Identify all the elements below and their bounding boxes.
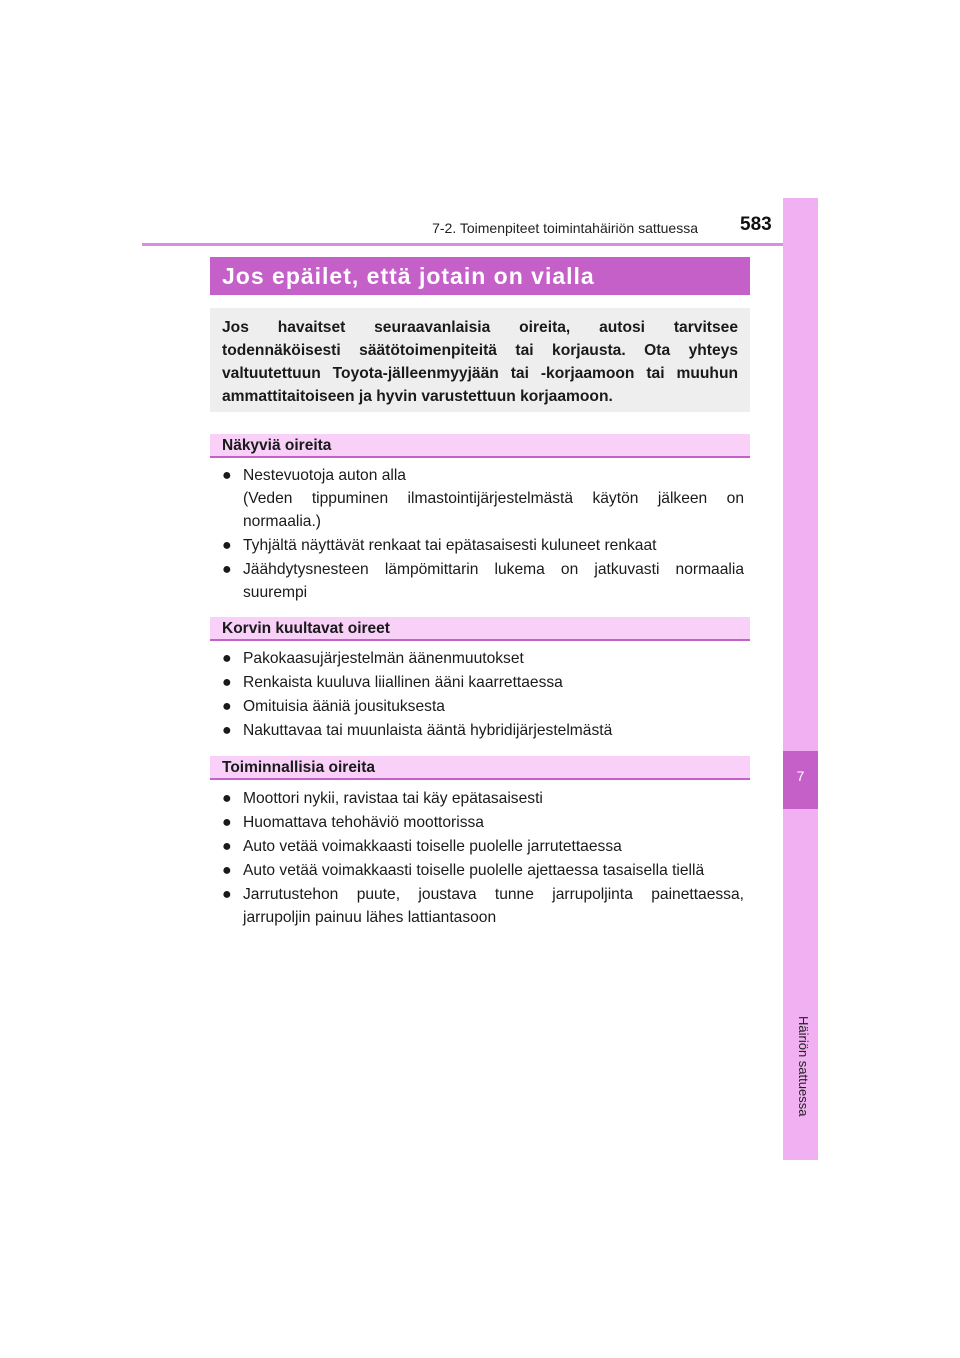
bullet-icon: ●: [222, 838, 232, 855]
bullet-icon: ●: [222, 862, 232, 879]
bullet-icon: ●: [222, 814, 232, 831]
bullet-icon: ●: [222, 537, 232, 554]
section-heading-functional: Toiminnallisia oireita: [210, 756, 750, 780]
chapter-number: 7: [783, 751, 818, 809]
section-heading-audible: Korvin kuultavat oireet: [210, 617, 750, 641]
list-item: ● Tyhjältä näyttävät renkaat tai epätasaisesti kuluneet renkaat: [222, 534, 744, 557]
bullet-icon: ●: [222, 886, 232, 903]
list-item: ● Jäähdytysnesteen lämpömittarin lukema on jatkuvasti normaalia suurempi: [222, 558, 744, 604]
list-audible-symptoms: [222, 647, 744, 743]
bullet-icon: ●: [222, 790, 232, 807]
list-item: ● Moottori nykii, ravistaa tai käy epätasaisesti: [222, 787, 744, 810]
bullet-icon: ●: [222, 698, 232, 715]
page-title: Jos epäilet, että jotain on vialla: [210, 257, 750, 295]
list-item: ● Auto vetää voimakkaasti toiselle puolelle ajettaessa tasaisella tiellä: [222, 859, 744, 882]
bullet-icon: ●: [222, 561, 232, 578]
chapter-side-tab: [783, 198, 818, 1160]
bullet-icon: ●: [222, 722, 232, 739]
section-heading-visible: Näkyviä oireita: [210, 434, 750, 458]
list-item: ● Nakuttavaa tai muunlaista ääntä hybridijärjestelmästä: [222, 719, 744, 742]
list-item: ● Omituisia ääniä jousituksesta: [222, 695, 744, 718]
list-item: ● Huomattava tehohäviö moottorissa: [222, 811, 744, 834]
list-functional-symptoms: [222, 787, 744, 930]
list-item: ● Nestevuotoja auton alla (Veden tippuminen ilmastointijärjestelmästä käytön jälkeen on normaalia.): [222, 464, 744, 533]
header-rule: [142, 243, 818, 246]
list-item: ● Renkaista kuuluva liiallinen ääni kaarrettaessa: [222, 671, 744, 694]
section-header: 7-2. Toimenpiteet toimintahäiriön sattuessa: [432, 220, 698, 236]
intro-box: Jos havaitset seuraavanlaisia oireita, autosi tarvitsee todennäköisesti säätötoimenpiteitä tai korjausta. Ota yhteys valtuutettuun Toyota-jälleenmyyjään tai -korjaamoon tai muuhun ammattitaitoiseen ja hyvin varustettuun korjaamoon.: [210, 308, 750, 412]
list-visible-symptoms: [222, 464, 744, 605]
bullet-icon: ●: [222, 674, 232, 691]
chapter-label: Häiriön sattuessa: [796, 1016, 811, 1117]
list-item: ● Jarrutustehon puute, joustava tunne jarrupoljinta painettaessa, jarrupoljin painuu lähes lattiantasoon: [222, 883, 744, 929]
bullet-icon: ●: [222, 467, 232, 484]
bullet-icon: ●: [222, 650, 232, 667]
list-item: ● Auto vetää voimakkaasti toiselle puolelle jarrutettaessa: [222, 835, 744, 858]
page-number: 583: [740, 214, 772, 235]
list-item: ● Pakokaasujärjestelmän äänenmuutokset: [222, 647, 744, 670]
